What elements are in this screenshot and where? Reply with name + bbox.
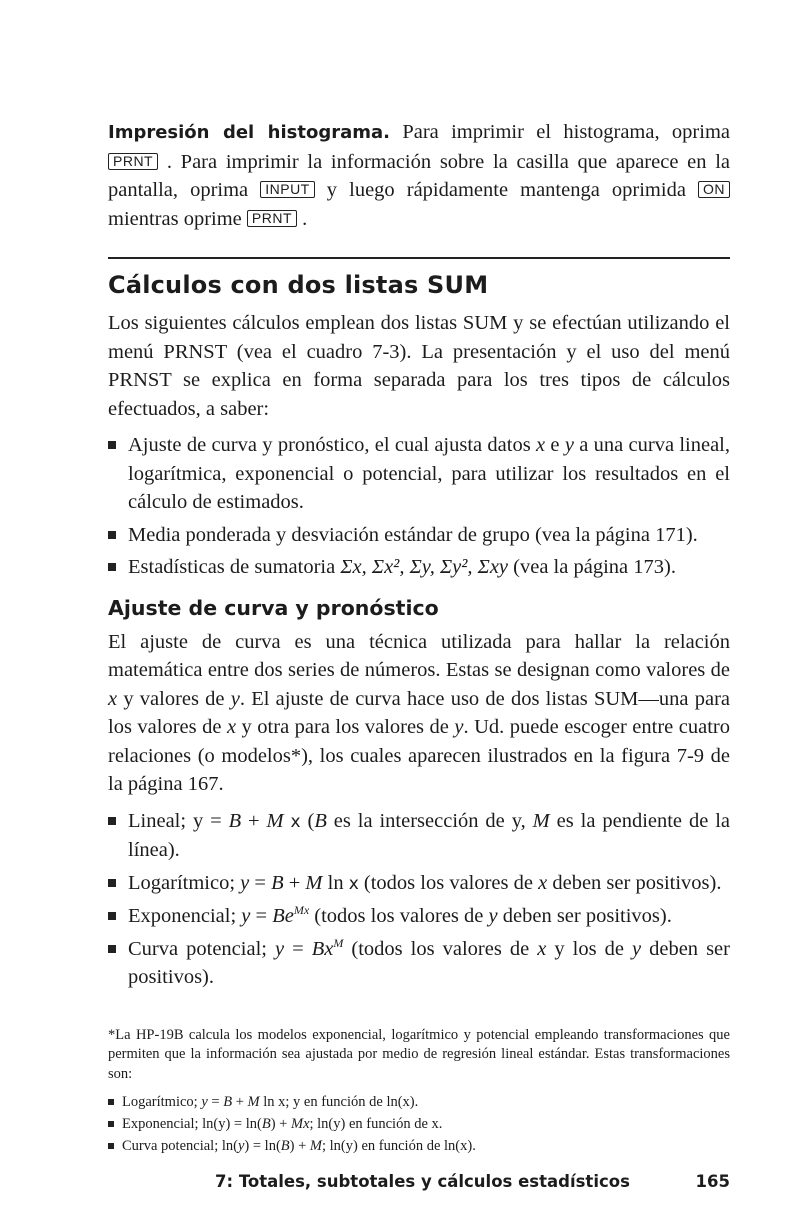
page-content bbox=[108, 118, 730, 1158]
footnote-text: *La HP-19B calcula los modelos exponencial, logarítmico y potencial empleando transformaciones que permiten que la información sea ajustada por medio de regresión lineal estándar. Estas transformaciones son: bbox=[108, 1026, 730, 1082]
footnote bbox=[108, 1026, 730, 1157]
page-footer bbox=[215, 1172, 730, 1191]
print-heading: Impresión del histograma. bbox=[108, 122, 390, 143]
bullet-icon bbox=[108, 817, 116, 825]
list-item: Ajuste de curva y pronóstico, el cual ajusta datos x e y a una curva lineal, logarítmica, exponencial o potencial, para utilizar los resultados en el cálculo de estimados. bbox=[108, 431, 730, 517]
bullet-icon bbox=[108, 912, 116, 920]
bullet-icon bbox=[108, 1143, 114, 1149]
list-item: Curva potencial; $y = Bx^M$ (todos los valores de x y los de y deben ser positivos). bbox=[108, 935, 730, 992]
list-item: Lineal; y = B + M x (B es la intersección de y, M es la pendiente de la línea). bbox=[108, 807, 730, 865]
page-number: 165 bbox=[695, 1172, 730, 1191]
print-paragraph: Impresión del histograma. Para imprimir el histograma, oprima PRNT . Para imprimir la información sobre la casilla que aparece en la pantalla, oprima INPUT y luego rápidamente mantenga oprimida ON mientras oprime PRNT . bbox=[108, 121, 730, 230]
list-item: Logarítmico; y = B + M ln x; y en función de ln(x). bbox=[108, 1092, 730, 1112]
footnote-list bbox=[108, 1092, 730, 1156]
models-list bbox=[108, 807, 730, 992]
section-title: Cálculos con dos listas SUM bbox=[108, 271, 489, 299]
bullet-icon bbox=[108, 563, 116, 571]
list-item: Media ponderada y desviación estándar de grupo (vea la página 171). bbox=[108, 521, 730, 550]
list-item: Exponencial; $y = Be^{Mx}$ (todos los valores de y deben ser positivos). bbox=[108, 902, 730, 931]
bullet-icon bbox=[108, 945, 116, 953]
list-item: Curva potencial; ln(y) = ln(B) + M; ln(y) en función de ln(x). bbox=[108, 1136, 730, 1156]
bullet-icon bbox=[108, 441, 116, 449]
list-item: Estadísticas de sumatoria Σx, Σx², Σy, Σy², Σxy (vea la página 173). bbox=[108, 553, 730, 582]
list-item: Logarítmico; y = B + M ln x (todos los valores de x deben ser positivos). bbox=[108, 869, 730, 899]
bullet-icon bbox=[108, 879, 116, 887]
on-key: ON bbox=[698, 181, 730, 198]
chapter-title: 7: Totales, subtotales y cálculos estadísticos bbox=[215, 1172, 630, 1191]
subsection-paragraph: El ajuste de curva es una técnica utilizada para hallar la relación matemática entre dos series de números. Estas se designan como valores de x y valores de y. El ajuste de curva hace uso de dos listas SUM—una para los valores de x y otra para los valores de y. Ud. puede escoger entre cuatro relaciones (o modelos*), los cuales aparecen ilustrados en la figura 7-9 de la página 167. bbox=[108, 630, 730, 795]
calc-types-list bbox=[108, 431, 730, 582]
prnt-key: PRNT bbox=[247, 210, 297, 227]
bullet-icon bbox=[108, 1121, 114, 1127]
bullet-icon bbox=[108, 531, 116, 539]
list-item: Exponencial; ln(y) = ln(B) + Mx; ln(y) en función de x. bbox=[108, 1114, 730, 1134]
section-divider bbox=[108, 257, 730, 259]
input-key: INPUT bbox=[260, 181, 315, 198]
prnt-key: PRNT bbox=[108, 153, 158, 170]
section-intro: Los siguientes cálculos emplean dos listas SUM y se efectúan utilizando el menú PRNST (vea el cuadro 7-3). La presentación y el uso del menú PRNST se explica en forma separada para los tres tipos de cálculos efectuados, a saber: bbox=[108, 312, 730, 420]
bullet-icon bbox=[108, 1099, 114, 1105]
subsection-title: Ajuste de curva y pronóstico bbox=[108, 595, 439, 620]
